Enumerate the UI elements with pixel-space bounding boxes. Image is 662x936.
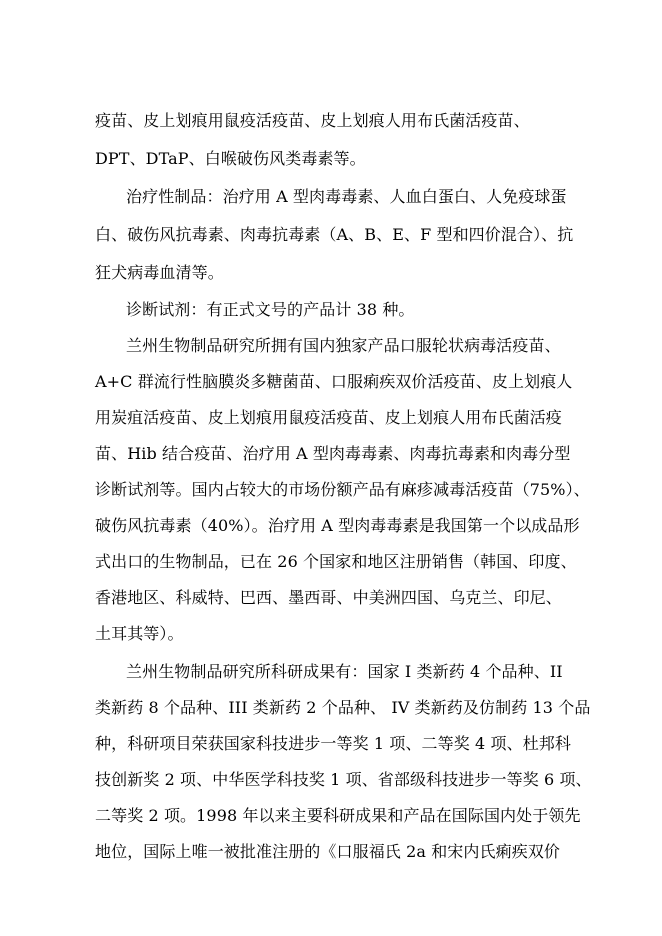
text-line: 土耳其等）。 <box>95 624 184 643</box>
paragraph-research-achievements: 兰州生物制品研究所科研成果有：国家 I 类新药 4 个品种、II <box>126 662 563 681</box>
text-line: 香港地区、科威特、巴西、墨西哥、中美洲四国、乌克兰、印尼、 <box>95 588 562 607</box>
text-line: 苗、Hib 结合疫苗、治疗用 A 型肉毒毒素、肉毒抗毒素和肉毒分型 <box>95 444 571 463</box>
text-line: 种，科研项目荣获国家科技进步一等奖 1 项、二等奖 4 项、杜邦科 <box>95 734 572 753</box>
text-line: 式出口的生物制品，已在 26 个国家和地区注册销售（韩国、印度、 <box>95 552 577 571</box>
paragraph-treatment-products: 治疗性制品：治疗用 A 型肉毒毒素、人血白蛋白、人免疫球蛋 <box>126 187 567 206</box>
text-line: 地位，国际上唯一被批准注册的《口服福氏 2a 和宋内氏痢疾双价 <box>95 842 560 861</box>
text-line: 疫苗、皮上划痕用鼠疫活疫苗、皮上划痕人用布氏菌活疫苗、 <box>95 111 530 130</box>
text-line: DPT、DTaP、白喉破伤风类毒素等。 <box>95 149 366 168</box>
text-line: A+C 群流行性脑膜炎多糖菌苗、口服痢疾双价活疫苗、皮上划痕人 <box>95 372 573 391</box>
text-line: 类新药 8 个品种、III 类新药 2 个品种、 IV 类新药及仿制药 13 个品 <box>95 698 591 717</box>
paragraph-diagnostic-reagents: 诊断试剂：有正式文号的产品计 38 种。 <box>126 300 415 319</box>
text-line: 二等奖 2 项。1998 年以来主要科研成果和产品在国际国内处于领先 <box>95 806 581 825</box>
text-line: 白、破伤风抗毒素、肉毒抗毒素（A、B、E、F 型和四价混合）、抗 <box>95 225 574 244</box>
text-line: 技创新奖 2 项、中华医学科技奖 1 项、省部级科技进步一等奖 6 项、 <box>95 770 592 789</box>
text-line: 诊断试剂等。国内占较大的市场份额产品有麻疹减毒活疫苗（75%）、 <box>95 480 590 499</box>
text-line: 用炭疽活疫苗、皮上划痕用鼠疫活疫苗、皮上划痕人用布氏菌活疫 <box>95 408 562 427</box>
paragraph-exclusive-products: 兰州生物制品研究所拥有国内独家产品口服轮状病毒活疫苗、 <box>126 336 561 355</box>
text-line: 狂犬病毒血清等。 <box>95 263 224 282</box>
text-line: 破伤风抗毒素（40%）。治疗用 A 型肉毒毒素是我国第一个以成品形 <box>95 516 580 535</box>
